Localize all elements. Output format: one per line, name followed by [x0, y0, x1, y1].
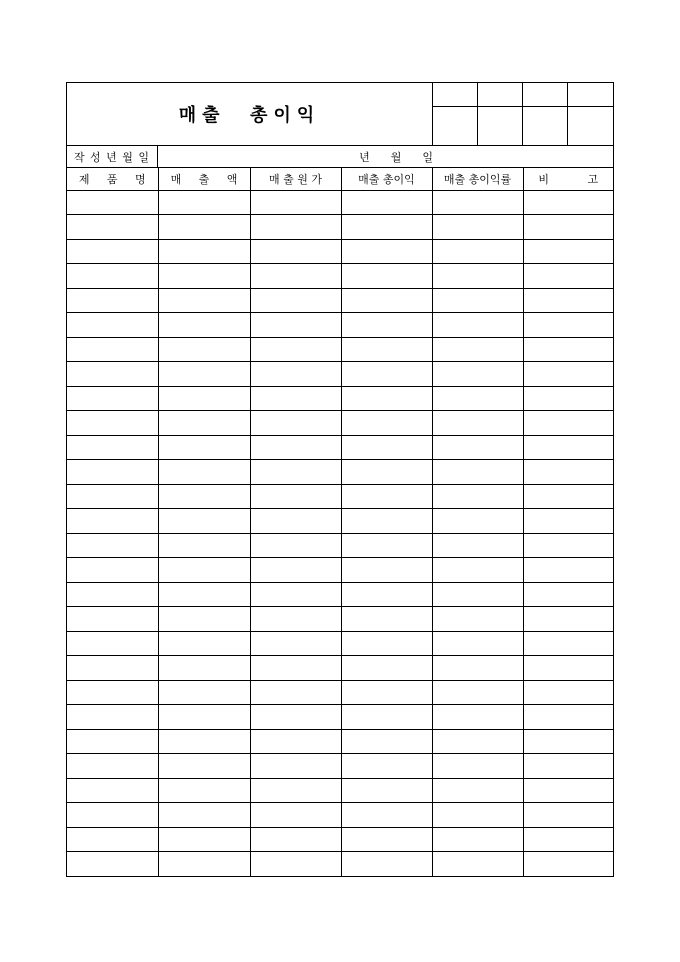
table-row [67, 313, 613, 338]
cell-product[interactable] [67, 484, 158, 509]
sales-table [67, 168, 613, 876]
cell-gross-margin[interactable] [432, 460, 523, 485]
cell-sales[interactable] [158, 411, 250, 436]
cell-gross-margin[interactable] [432, 239, 523, 264]
cell-sales[interactable] [158, 435, 250, 460]
cell-gross-profit[interactable] [341, 803, 432, 828]
cell-gross-profit[interactable] [341, 509, 432, 534]
table-row [67, 239, 613, 264]
cell-remarks[interactable] [523, 778, 613, 803]
cell-sales[interactable] [158, 239, 250, 264]
table-row [67, 460, 613, 485]
cell-gross-profit[interactable] [341, 582, 432, 607]
cell-gross-margin[interactable] [432, 680, 523, 705]
cell-cost[interactable] [250, 705, 341, 730]
cell-remarks[interactable] [523, 215, 613, 240]
cell-gross-profit[interactable] [341, 460, 432, 485]
cell-sales[interactable] [158, 607, 250, 632]
cell-cost[interactable] [250, 313, 341, 338]
cell-gross-profit[interactable] [341, 680, 432, 705]
cell-product[interactable] [67, 705, 158, 730]
cell-remarks[interactable] [523, 705, 613, 730]
cell-gross-margin[interactable] [432, 582, 523, 607]
cell-cost[interactable] [250, 509, 341, 534]
cell-sales[interactable] [158, 288, 250, 313]
cell-sales[interactable] [158, 264, 250, 289]
cell-cost[interactable] [250, 680, 341, 705]
cell-gross-margin[interactable] [432, 190, 523, 215]
cell-product[interactable] [67, 582, 158, 607]
title-cell [67, 83, 432, 145]
table-row [67, 607, 613, 632]
cell-product[interactable] [67, 239, 158, 264]
cell-sales[interactable] [158, 582, 250, 607]
table-row [67, 362, 613, 387]
cell-product[interactable] [67, 631, 158, 656]
table-row [67, 631, 613, 656]
cell-remarks[interactable] [523, 288, 613, 313]
cell-product[interactable] [67, 362, 158, 387]
cell-product[interactable] [67, 215, 158, 240]
cell-sales[interactable] [158, 852, 250, 877]
cell-gross-profit[interactable] [341, 729, 432, 754]
cell-product[interactable] [67, 411, 158, 436]
cell-product[interactable] [67, 680, 158, 705]
cell-gross-profit[interactable] [341, 239, 432, 264]
table-row [67, 288, 613, 313]
table-row [67, 680, 613, 705]
cell-cost[interactable] [250, 215, 341, 240]
cell-gross-profit[interactable] [341, 631, 432, 656]
cell-sales[interactable] [158, 827, 250, 852]
table-row [67, 705, 613, 730]
table-row [67, 215, 613, 240]
cell-remarks[interactable] [523, 239, 613, 264]
cell-gross-margin[interactable] [432, 264, 523, 289]
column-header-gross-profit: 매출 총이익 [341, 168, 432, 190]
cell-remarks[interactable] [523, 607, 613, 632]
cell-gross-margin[interactable] [432, 484, 523, 509]
cell-sales[interactable] [158, 680, 250, 705]
cell-sales[interactable] [158, 656, 250, 681]
cell-sales[interactable] [158, 484, 250, 509]
cell-product[interactable] [67, 288, 158, 313]
cell-product[interactable] [67, 533, 158, 558]
cell-gross-margin[interactable] [432, 313, 523, 338]
cell-gross-margin[interactable] [432, 827, 523, 852]
cell-sales[interactable] [158, 558, 250, 583]
cell-gross-profit[interactable] [341, 754, 432, 779]
cell-remarks[interactable] [523, 533, 613, 558]
cell-gross-profit[interactable] [341, 264, 432, 289]
table-row [67, 852, 613, 877]
cell-cost[interactable] [250, 754, 341, 779]
column-header-product: 제 품 명 [67, 168, 158, 190]
cell-product[interactable] [67, 190, 158, 215]
column-header-sales: 매 출 액 [158, 168, 250, 190]
table-row [67, 386, 613, 411]
cell-remarks[interactable] [523, 803, 613, 828]
cell-product[interactable] [67, 754, 158, 779]
approval-header-cell [568, 83, 613, 107]
cell-cost[interactable] [250, 288, 341, 313]
cell-gross-margin[interactable] [432, 754, 523, 779]
table-row [67, 558, 613, 583]
approval-sign-cell[interactable] [433, 107, 478, 145]
cell-gross-profit[interactable] [341, 435, 432, 460]
cell-gross-profit[interactable] [341, 337, 432, 362]
cell-cost[interactable] [250, 729, 341, 754]
cell-remarks[interactable] [523, 754, 613, 779]
cell-cost[interactable] [250, 435, 341, 460]
cell-gross-margin[interactable] [432, 631, 523, 656]
cell-remarks[interactable] [523, 558, 613, 583]
cell-product[interactable] [67, 337, 158, 362]
cell-cost[interactable] [250, 631, 341, 656]
cell-remarks[interactable] [523, 337, 613, 362]
cell-cost[interactable] [250, 827, 341, 852]
table-row [67, 533, 613, 558]
cell-gross-profit[interactable] [341, 411, 432, 436]
cell-gross-profit[interactable] [341, 827, 432, 852]
cell-remarks[interactable] [523, 656, 613, 681]
table-row [67, 190, 613, 215]
cell-gross-margin[interactable] [432, 288, 523, 313]
cell-remarks[interactable] [523, 484, 613, 509]
cell-sales[interactable] [158, 754, 250, 779]
cell-sales[interactable] [158, 362, 250, 387]
cell-remarks[interactable] [523, 313, 613, 338]
cell-product[interactable] [67, 435, 158, 460]
table-row [67, 435, 613, 460]
cell-cost[interactable] [250, 190, 341, 215]
cell-remarks[interactable] [523, 435, 613, 460]
cell-product[interactable] [67, 778, 158, 803]
cell-cost[interactable] [250, 656, 341, 681]
cell-gross-profit[interactable] [341, 362, 432, 387]
table-row [67, 754, 613, 779]
cell-product[interactable] [67, 509, 158, 534]
table-row [67, 656, 613, 681]
cell-product[interactable] [67, 386, 158, 411]
cell-remarks[interactable] [523, 680, 613, 705]
cell-gross-margin[interactable] [432, 705, 523, 730]
cell-cost[interactable] [250, 411, 341, 436]
cell-remarks[interactable] [523, 362, 613, 387]
form-title: 매출 총이익 [178, 105, 321, 126]
cell-gross-margin[interactable] [432, 607, 523, 632]
table-row [67, 337, 613, 362]
date-row [67, 146, 613, 168]
cell-sales[interactable] [158, 190, 250, 215]
cell-cost[interactable] [250, 264, 341, 289]
cell-product[interactable] [67, 460, 158, 485]
cell-gross-margin[interactable] [432, 411, 523, 436]
cell-gross-margin[interactable] [432, 533, 523, 558]
cell-product[interactable] [67, 656, 158, 681]
table-row [67, 778, 613, 803]
cell-remarks[interactable] [523, 460, 613, 485]
cell-cost[interactable] [250, 239, 341, 264]
cell-gross-profit[interactable] [341, 386, 432, 411]
cell-product[interactable] [67, 558, 158, 583]
cell-sales[interactable] [158, 631, 250, 656]
cell-gross-profit[interactable] [341, 190, 432, 215]
column-header-gross-margin: 매출 총이익률 [432, 168, 523, 190]
cell-gross-margin[interactable] [432, 803, 523, 828]
cell-remarks[interactable] [523, 190, 613, 215]
cell-cost[interactable] [250, 607, 341, 632]
table-row [67, 729, 613, 754]
cell-sales[interactable] [158, 313, 250, 338]
approval-sign-cell[interactable] [523, 107, 568, 145]
cell-product[interactable] [67, 313, 158, 338]
cell-gross-margin[interactable] [432, 435, 523, 460]
cell-remarks[interactable] [523, 264, 613, 289]
cell-cost[interactable] [250, 533, 341, 558]
cell-cost[interactable] [250, 558, 341, 583]
cell-sales[interactable] [158, 215, 250, 240]
cell-gross-margin[interactable] [432, 558, 523, 583]
cell-gross-margin[interactable] [432, 778, 523, 803]
cell-gross-margin[interactable] [432, 215, 523, 240]
cell-gross-profit[interactable] [341, 484, 432, 509]
cell-product[interactable] [67, 607, 158, 632]
cell-gross-profit[interactable] [341, 705, 432, 730]
approval-sign-cell[interactable] [568, 107, 613, 145]
cell-gross-profit[interactable] [341, 215, 432, 240]
cell-cost[interactable] [250, 362, 341, 387]
approval-box [432, 83, 613, 145]
approval-sign-cell[interactable] [478, 107, 523, 145]
cell-sales[interactable] [158, 778, 250, 803]
header-row [67, 168, 613, 190]
cell-cost[interactable] [250, 460, 341, 485]
cell-sales[interactable] [158, 705, 250, 730]
cell-cost[interactable] [250, 386, 341, 411]
cell-remarks[interactable] [523, 852, 613, 877]
cell-gross-profit[interactable] [341, 656, 432, 681]
cell-gross-profit[interactable] [341, 607, 432, 632]
table-row [67, 264, 613, 289]
cell-remarks[interactable] [523, 582, 613, 607]
cell-product[interactable] [67, 827, 158, 852]
table-row [67, 582, 613, 607]
cell-remarks[interactable] [523, 386, 613, 411]
cell-gross-margin[interactable] [432, 337, 523, 362]
cell-sales[interactable] [158, 729, 250, 754]
table-row [67, 509, 613, 534]
table-row [67, 484, 613, 509]
cell-cost[interactable] [250, 852, 341, 877]
cell-remarks[interactable] [523, 729, 613, 754]
date-field[interactable]: 년 월 일 [359, 150, 433, 164]
column-header-cost: 매 출 원 가 [250, 168, 341, 190]
date-label: 작 성 년 월 일 [67, 146, 158, 167]
approval-header-cell [523, 83, 568, 107]
sales-gross-profit-form [66, 82, 614, 877]
table-row [67, 827, 613, 852]
cell-gross-profit[interactable] [341, 313, 432, 338]
cell-product[interactable] [67, 803, 158, 828]
column-header-remarks: 비 고 [523, 168, 613, 190]
cell-gross-margin[interactable] [432, 386, 523, 411]
cell-cost[interactable] [250, 778, 341, 803]
cell-gross-margin[interactable] [432, 509, 523, 534]
cell-gross-margin[interactable] [432, 362, 523, 387]
title-row [67, 83, 613, 146]
approval-header-cell [478, 83, 523, 107]
cell-sales[interactable] [158, 803, 250, 828]
cell-gross-profit[interactable] [341, 288, 432, 313]
cell-cost[interactable] [250, 803, 341, 828]
cell-gross-profit[interactable] [341, 533, 432, 558]
cell-sales[interactable] [158, 386, 250, 411]
cell-gross-profit[interactable] [341, 558, 432, 583]
cell-product[interactable] [67, 264, 158, 289]
cell-gross-profit[interactable] [341, 852, 432, 877]
cell-gross-margin[interactable] [432, 656, 523, 681]
cell-remarks[interactable] [523, 827, 613, 852]
cell-product[interactable] [67, 852, 158, 877]
cell-cost[interactable] [250, 582, 341, 607]
cell-remarks[interactable] [523, 631, 613, 656]
cell-cost[interactable] [250, 484, 341, 509]
cell-product[interactable] [67, 729, 158, 754]
cell-gross-margin[interactable] [432, 729, 523, 754]
cell-cost[interactable] [250, 337, 341, 362]
cell-gross-profit[interactable] [341, 778, 432, 803]
cell-sales[interactable] [158, 460, 250, 485]
approval-header-cell [433, 83, 478, 107]
cell-sales[interactable] [158, 533, 250, 558]
cell-gross-margin[interactable] [432, 852, 523, 877]
cell-remarks[interactable] [523, 411, 613, 436]
table-row [67, 803, 613, 828]
cell-sales[interactable] [158, 337, 250, 362]
table-row [67, 411, 613, 436]
cell-sales[interactable] [158, 509, 250, 534]
cell-remarks[interactable] [523, 509, 613, 534]
